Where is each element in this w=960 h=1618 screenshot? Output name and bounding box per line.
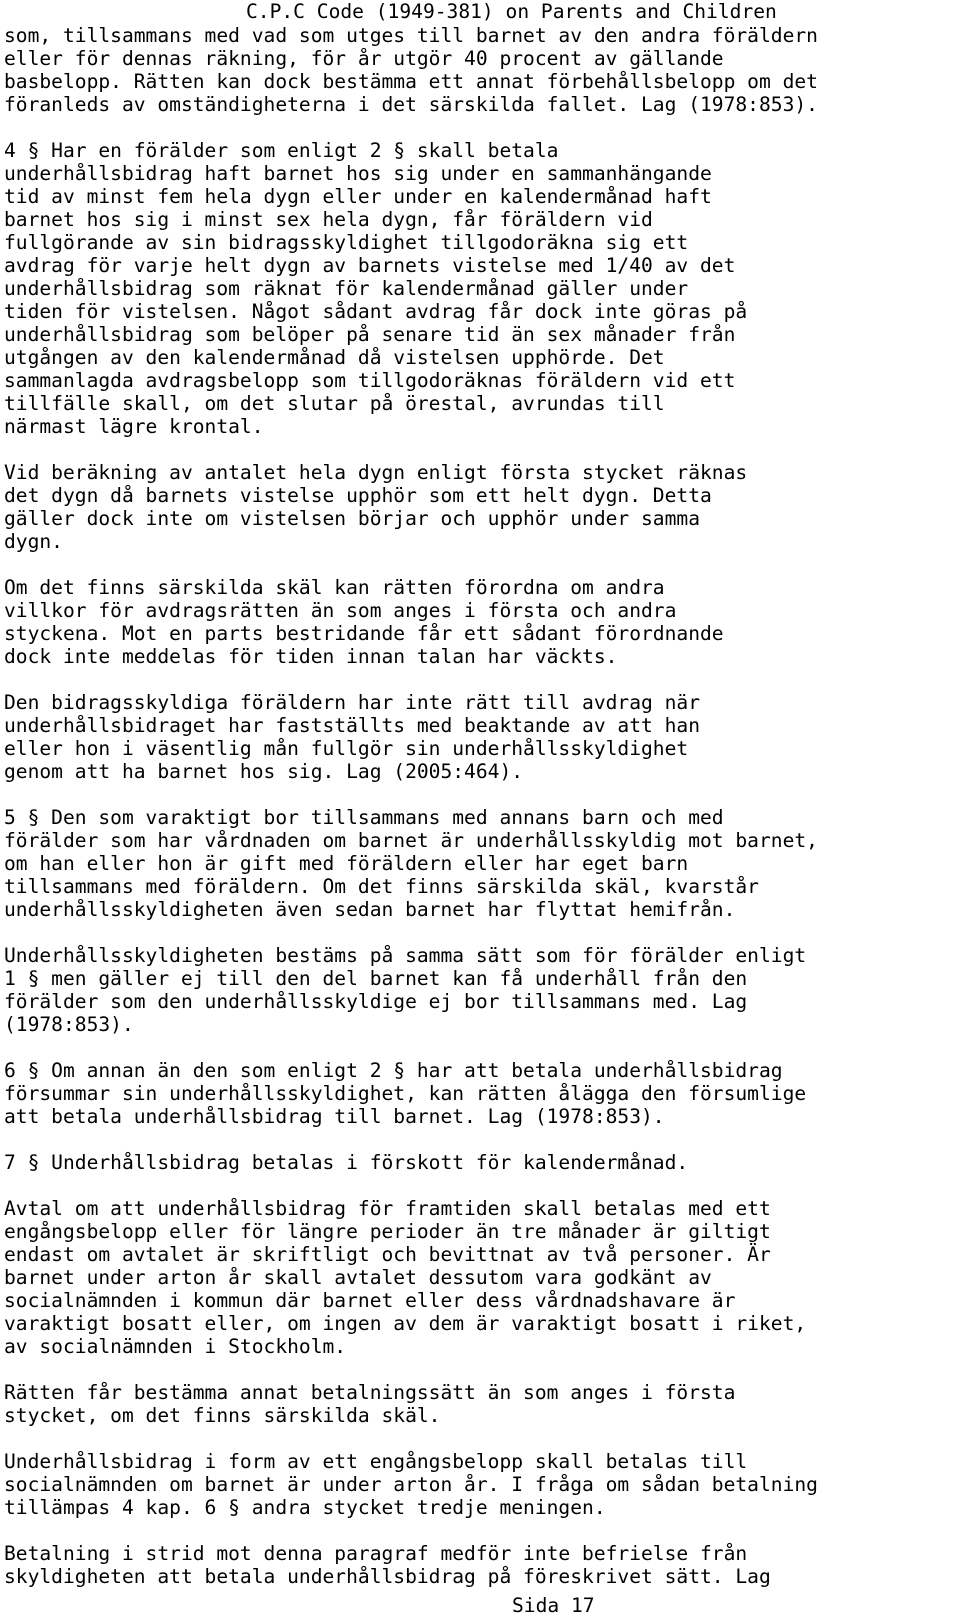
paragraph-section-7-avtal: Avtal om att underhållsbidrag för framtiden skall betalas med ett engångsbelopp eller för längre perioder än tre månader är giltigt endast om avtalet är skriftligt och bevittnat av två personer. Är barnet under arton år skall avtalet dessutom vara godkänt av socialnämnden i kommun där barnet eller dess vårdnadshavare är varaktigt bosatt eller, om ingen av dem är varaktigt bosatt i riket, av socialnämnden i Stockholm. xyxy=(4,1197,807,1358)
paragraph-section-4-avdrag: Den bidragsskyldiga föräldern har inte rätt till avdrag när underhållsbidraget har fastställts med beaktande av att han eller hon i väsentlig mån fullgör sin underhållsskyldighet genom att ha barnet hos sig. Lag (2005:464). xyxy=(4,691,700,783)
paragraph-section-7-betalning: Betalning i strid mot denna paragraf medför inte befrielse från skyldigheten att betala underhållsbidrag på föreskrivet sätt. Lag xyxy=(4,1542,771,1588)
paragraph-section-4-villkor: Om det finns särskilda skäl kan rätten förordna om andra villkor för avdragsrätten än som anges i första och andra styckena. Mot en parts bestridande får ett sådant förordnande dock inte meddelas för tiden innan talan har väckts. xyxy=(4,576,724,668)
document-body xyxy=(4,24,952,1611)
paragraph-section-5: 5 § Den som varaktigt bor tillsammans med annans barn och med förälder som har vårdnaden om barnet är underhållsskyldig mot barnet, om han eller hon är gift med föräldern eller har eget barn tillsammans med föräldern. Om det finns särskilda skäl, kvarstår underhållsskyldigheten även sedan barnet har flyttat hemifrån. xyxy=(4,806,818,921)
paragraph-section-7-engangsbelopp: Underhållsbidrag i form av ett engångsbelopp skall betalas till socialnämnden om barnet är under arton år. I fråga om sådan betalning tillämpas 4 kap. 6 § andra stycket tredje meningen. xyxy=(4,1450,818,1519)
paragraph-section-7-betalningssatt: Rätten får bestämma annat betalningssätt än som anges i första stycket, om det finns särskilda skäl. xyxy=(4,1381,736,1427)
paragraph-section-6: 6 § Om annan än den som enligt 2 § har att betala underhållsbidrag försummar sin underhållsskyldighet, kan rätten ålägga den försumlige att betala underhållsbidrag till barnet. Lag (1978:853). xyxy=(4,1059,807,1128)
paragraph-section-4: 4 § Har en förälder som enligt 2 § skall betala underhållsbidrag haft barnet hos sig under en sammanhängande tid av minst fem hela dygn eller under en kalendermånad haft barnet hos sig i minst sex hela dygn, får föräldern vid fullgörande av sin bidragsskyldighet tillgodoräkna sig ett avdrag för varje helt dygn av barnets vistelse med 1/40 av det underhållsbidrag som räknat för kalendermånad gäller under tiden för vistelsen. Något sådant avdrag får dock inte göras på underhållsbidrag som belöper på senare tid än sex månader från utgången av den kalendermånad då vistelsen upphörde. Det sammanlagda avdragsbelopp som tillgodoräknas föräldern vid ett tillfälle skall, om det slutar på örestal, avrundas till närmast lägre krontal. xyxy=(4,139,748,438)
paragraph-basbelopp: som, tillsammans med vad som utges till barnet av den andra föräldern eller för dennas räkning, för år utgör 40 procent av gällande basbelopp. Rätten kan dock bestämma ett annat förbehållsbelopp om det föranleds av omständigheterna i det särskilda fallet. Lag (1978:853). xyxy=(4,24,818,116)
paragraph-section-7: 7 § Underhållsbidrag betalas i förskott för kalendermånad. xyxy=(4,1151,689,1174)
paragraph-section-5-bestams: Underhållsskyldigheten bestäms på samma sätt som för förälder enligt 1 § men gäller ej till den del barnet kan få underhåll från den förälder som den underhållsskyldige ej bor tillsammans med. Lag (1978:853). xyxy=(4,944,807,1036)
page-header-title: C.P.C Code (1949-381) on Parents and Children xyxy=(246,0,777,23)
page-number: Sida 17 xyxy=(512,1594,595,1617)
paragraph-section-4-dygn: Vid beräkning av antalet hela dygn enligt första stycket räknas det dygn då barnets vistelse upphör som ett helt dygn. Detta gäller dock inte om vistelsen börjar och upphör under samma dygn. xyxy=(4,461,748,553)
